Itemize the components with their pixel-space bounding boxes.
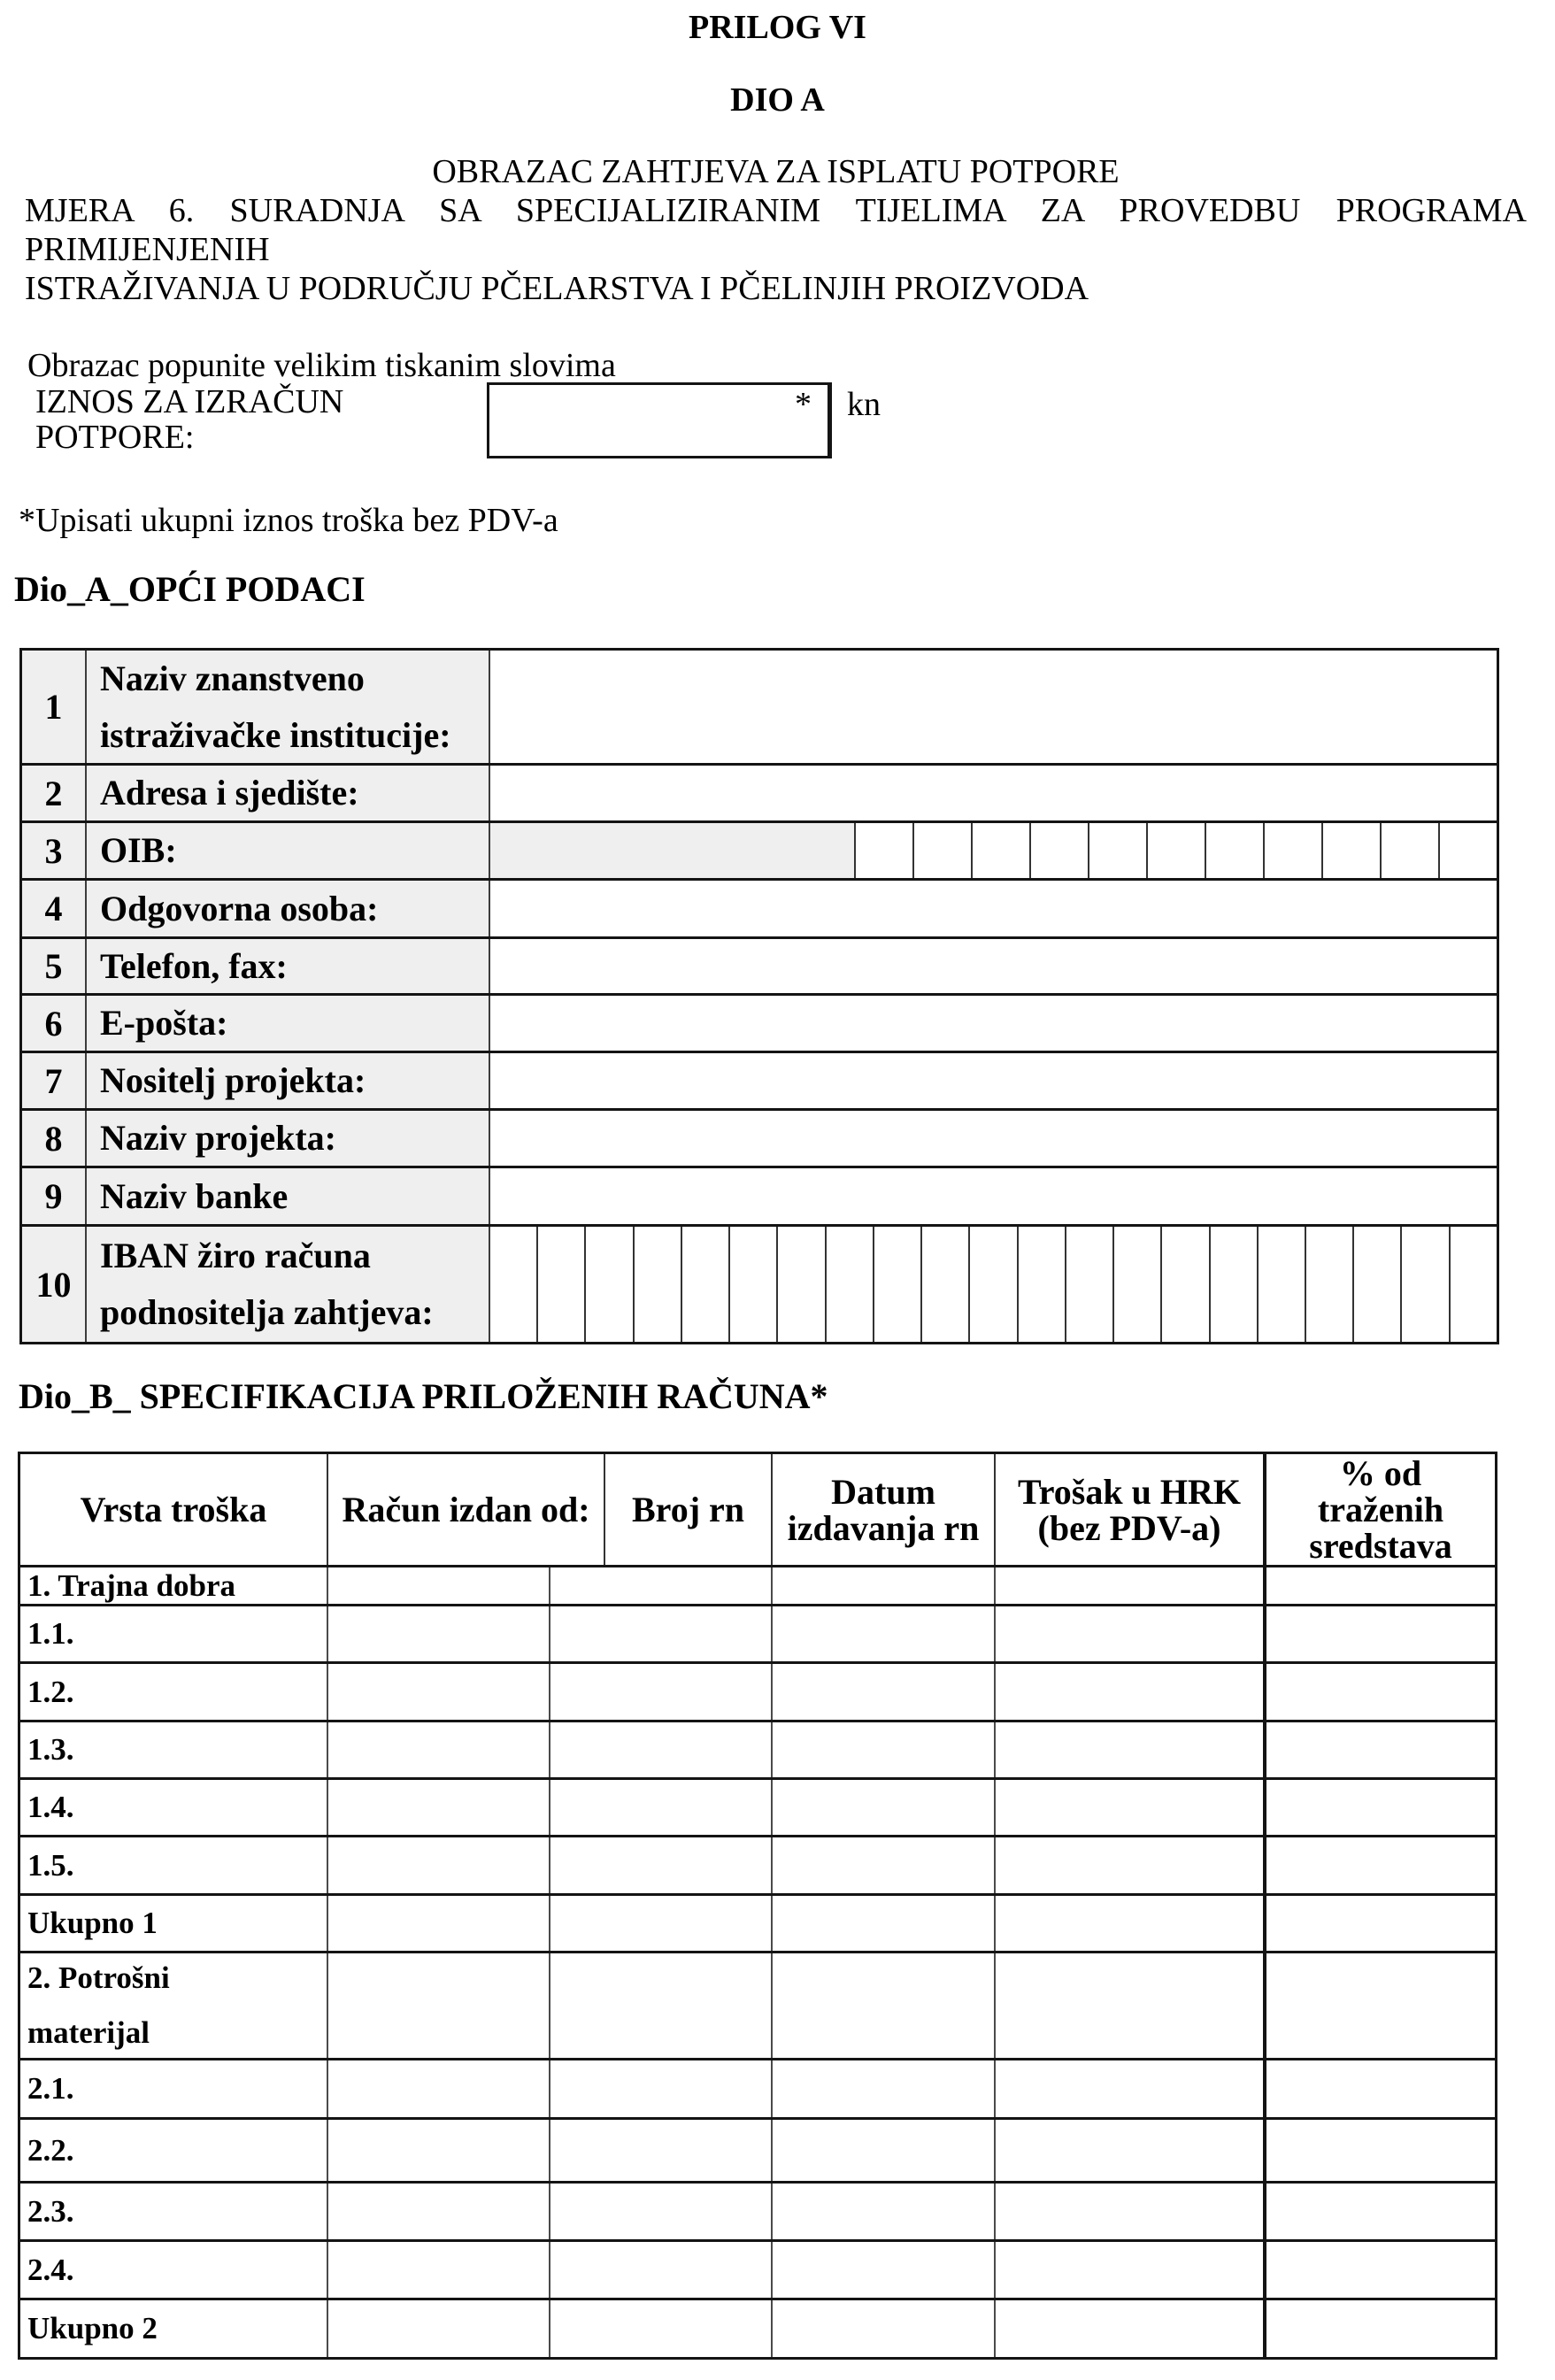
invoice-cell[interactable] xyxy=(1266,1722,1495,1777)
invoice-column-header-line: izdavanja rn xyxy=(787,1507,980,1548)
amount-label-line-1: IZNOS ZA IZRAČUN xyxy=(35,383,344,420)
invoice-cell[interactable] xyxy=(773,1837,996,1893)
invoice-column-header-line: Trošak u HRK xyxy=(1018,1471,1241,1512)
invoice-cell[interactable] xyxy=(328,1567,550,1604)
row-number: 5 xyxy=(22,939,87,993)
general-info-row xyxy=(22,651,1497,766)
invoice-cell[interactable] xyxy=(550,1953,773,2058)
field-value-cell[interactable] xyxy=(490,766,1497,820)
subtitle-block xyxy=(25,191,1527,308)
invoice-row-label-line: 1.2. xyxy=(27,1674,74,1709)
field-value-cell[interactable] xyxy=(490,651,1497,763)
iban-char-cell[interactable] xyxy=(681,1227,728,1342)
invoice-cell[interactable] xyxy=(550,2300,773,2357)
iban-char-cell[interactable] xyxy=(1400,1227,1448,1342)
amount-label xyxy=(35,384,343,455)
invoice-cell[interactable] xyxy=(996,2120,1266,2181)
oib-digit-cell[interactable] xyxy=(1088,823,1146,878)
invoice-row-label-line: 1. Trajna dobra xyxy=(27,1567,235,1603)
invoice-row-label-line: 2.4. xyxy=(27,2252,74,2287)
invoice-column-header xyxy=(20,1454,328,1565)
section-b-heading: Dio_B_ SPECIFIKACIJA PRILOŽENIH RAČUNA* xyxy=(19,1376,828,1416)
invoice-cell[interactable] xyxy=(1266,2300,1495,2357)
general-info-row xyxy=(22,1227,1497,1342)
field-label-line: Naziv znanstveno xyxy=(100,658,365,698)
invoice-cell[interactable] xyxy=(550,1780,773,1835)
oib-digit-cell[interactable] xyxy=(1321,823,1380,878)
iban-char-cell[interactable] xyxy=(1112,1227,1160,1342)
invoice-row-label-line: materijal xyxy=(27,2015,150,2050)
invoice-row-label xyxy=(20,1953,328,2058)
invoice-cell[interactable] xyxy=(773,2060,996,2117)
field-label-line: OIB: xyxy=(100,830,177,870)
row-number: 10 xyxy=(22,1227,87,1342)
oib-digit-cell[interactable] xyxy=(1263,823,1321,878)
invoice-row-label xyxy=(20,2184,328,2239)
invoice-cell[interactable] xyxy=(328,1606,550,1661)
invoice-cell[interactable] xyxy=(773,1567,996,1604)
invoice-row xyxy=(20,1606,1495,1664)
invoice-cell[interactable] xyxy=(996,2300,1266,2357)
field-value-cell xyxy=(490,1227,1497,1342)
oib-digit-cell[interactable] xyxy=(1029,823,1088,878)
general-info-row xyxy=(22,881,1497,939)
invoice-row-label xyxy=(20,1664,328,1720)
general-info-row xyxy=(22,1111,1497,1168)
field-label-line: IBAN žiro računa xyxy=(100,1236,371,1275)
invoice-cell[interactable] xyxy=(773,2300,996,2357)
invoice-row-label xyxy=(20,2060,328,2117)
field-label-line: Nositelj projekta: xyxy=(100,1060,366,1100)
instruction-note: Obrazac popunite velikim tiskanim slovima xyxy=(27,347,616,384)
footnote: *Upisati ukupni iznos troška bez PDV-a xyxy=(19,502,558,539)
invoice-cell[interactable] xyxy=(1266,1664,1495,1720)
field-label-line: Naziv banke xyxy=(100,1175,289,1216)
invoice-row-label xyxy=(20,1606,328,1661)
row-number: 2 xyxy=(22,766,87,820)
invoice-row-label-line: 1.5. xyxy=(27,1847,74,1883)
iban-char-cell[interactable] xyxy=(825,1227,873,1342)
invoice-row-label xyxy=(20,2242,328,2298)
invoice-cell[interactable] xyxy=(996,1780,1266,1835)
iban-char-cell[interactable] xyxy=(633,1227,681,1342)
general-info-row xyxy=(22,996,1497,1053)
field-label-line: Odgovorna osoba: xyxy=(100,888,379,928)
invoice-row-label xyxy=(20,1896,328,1951)
iban-char-cell[interactable] xyxy=(1160,1227,1208,1342)
invoice-cell[interactable] xyxy=(550,1567,773,1604)
field-label-line: podnositelja zahtjeva: xyxy=(100,1292,434,1332)
invoice-column-header-line: Račun izdan od: xyxy=(342,1490,590,1529)
field-value-cell[interactable] xyxy=(490,1168,1497,1224)
oib-digit-cell[interactable] xyxy=(912,823,971,878)
invoice-row-label-line: 1.4. xyxy=(27,1790,74,1824)
iban-char-cell[interactable] xyxy=(1209,1227,1257,1342)
invoice-row-label-line: 2. Potrošni xyxy=(27,1960,170,1995)
oib-digit-cell[interactable] xyxy=(1146,823,1205,878)
invoice-row xyxy=(20,1780,1495,1837)
invoice-row xyxy=(20,1896,1495,1953)
iban-char-cell[interactable] xyxy=(536,1227,584,1342)
field-label-line: istraživačke institucije: xyxy=(100,714,451,755)
field-label-line: Adresa i sjedište: xyxy=(100,773,359,813)
iban-char-cell[interactable] xyxy=(1352,1227,1400,1342)
invoice-column-header-line: Vrsta troška xyxy=(80,1490,267,1529)
invoice-cell[interactable] xyxy=(328,2300,550,2357)
iban-char-cell[interactable] xyxy=(1065,1227,1112,1342)
currency-label: kn xyxy=(847,386,881,423)
invoice-table-header xyxy=(20,1454,1495,1567)
invoice-column-header-line: (bez PDV-a) xyxy=(1037,1507,1221,1548)
invoice-cell[interactable] xyxy=(328,1664,550,1720)
invoice-column-header-line: traženih xyxy=(1317,1490,1444,1529)
invoice-cell[interactable] xyxy=(550,2060,773,2117)
invoice-cell[interactable] xyxy=(328,1896,550,1951)
row-number: 3 xyxy=(22,823,87,878)
invoice-row xyxy=(20,2060,1495,2120)
invoice-column-header xyxy=(605,1454,773,1565)
invoice-column-header xyxy=(996,1454,1266,1565)
oib-digit-cell[interactable] xyxy=(1205,823,1263,878)
iban-char-cell[interactable] xyxy=(873,1227,920,1342)
invoice-cell[interactable] xyxy=(773,1606,996,1661)
oib-shaded-filler xyxy=(490,823,856,878)
invoice-cell[interactable] xyxy=(996,1606,1266,1661)
field-value-cell[interactable] xyxy=(490,1111,1497,1166)
invoice-row-label xyxy=(20,1780,328,1835)
invoice-cell[interactable] xyxy=(1266,2120,1495,2181)
invoice-row xyxy=(20,2120,1495,2184)
invoice-cell[interactable] xyxy=(996,1722,1266,1777)
invoice-cell[interactable] xyxy=(773,1664,996,1720)
row-number: 8 xyxy=(22,1111,87,1166)
field-label xyxy=(87,996,490,1051)
invoice-cell[interactable] xyxy=(328,1953,550,2058)
iban-char-cell[interactable] xyxy=(728,1227,776,1342)
iban-char-cell[interactable] xyxy=(1257,1227,1305,1342)
invoice-row xyxy=(20,1953,1495,2060)
invoice-cell[interactable] xyxy=(1266,1953,1495,2058)
general-info-row xyxy=(22,1053,1497,1111)
invoice-row xyxy=(20,2300,1495,2357)
invoice-row-label-line: 1.1. xyxy=(27,1616,74,1651)
invoice-cell[interactable] xyxy=(328,2060,550,2117)
invoice-row-label xyxy=(20,2120,328,2181)
invoice-row xyxy=(20,1664,1495,1722)
invoice-cell[interactable] xyxy=(996,2184,1266,2239)
invoice-cell[interactable] xyxy=(1266,1837,1495,1893)
field-label xyxy=(87,1227,490,1342)
invoice-cell[interactable] xyxy=(773,1896,996,1951)
invoice-row-label xyxy=(20,1837,328,1893)
invoice-cell[interactable] xyxy=(550,1837,773,1893)
field-label xyxy=(87,651,490,763)
invoice-cell[interactable] xyxy=(773,2120,996,2181)
subtitle-line-1: OBRAZAC ZAHTJEVA ZA ISPLATU POTPORE xyxy=(432,153,1120,190)
invoice-cell[interactable] xyxy=(328,2184,550,2239)
invoice-column-header-line: % od xyxy=(1339,1453,1422,1493)
invoice-row-label-line: Ukupno 1 xyxy=(27,1906,158,1940)
oib-digit-cell[interactable] xyxy=(1438,823,1497,878)
invoice-cell[interactable] xyxy=(1266,2060,1495,2117)
invoice-cell[interactable] xyxy=(328,2242,550,2298)
invoice-cell[interactable] xyxy=(1266,2242,1495,2298)
invoice-column-header xyxy=(773,1454,996,1565)
invoice-column-header-line: Datum xyxy=(831,1471,935,1512)
row-number: 9 xyxy=(22,1168,87,1224)
invoice-cell[interactable] xyxy=(328,2120,550,2181)
doc-title: PRILOG VI xyxy=(689,9,866,46)
row-number: 1 xyxy=(22,651,87,763)
oib-digit-cell[interactable] xyxy=(1380,823,1438,878)
invoice-column-header-line: sredstava xyxy=(1309,1526,1452,1566)
invoice-row-label-line: 2.3. xyxy=(27,2193,74,2229)
iban-char-cell[interactable] xyxy=(776,1227,824,1342)
field-value-cell[interactable] xyxy=(490,996,1497,1051)
invoice-cell[interactable] xyxy=(328,1837,550,1893)
field-value-cell xyxy=(490,823,1497,878)
iban-char-cell[interactable] xyxy=(1305,1227,1352,1342)
subtitle-line-2: MJERA 6. SURADNJA SA SPECIJALIZIRANIM TIJELIMA ZA PROVEDBU PROGRAMA PRIMIJENJENIH xyxy=(25,192,1527,268)
row-number: 4 xyxy=(22,881,87,936)
invoice-cell[interactable] xyxy=(773,1953,996,2058)
amount-input-box[interactable] xyxy=(487,382,832,458)
invoice-cell[interactable] xyxy=(773,1722,996,1777)
iban-char-cell[interactable] xyxy=(968,1227,1016,1342)
field-value-cell[interactable] xyxy=(490,881,1497,936)
invoice-row xyxy=(20,1837,1495,1896)
invoice-row-label xyxy=(20,1567,328,1604)
invoice-cell[interactable] xyxy=(550,2184,773,2239)
invoice-cell[interactable] xyxy=(1266,2184,1495,2239)
invoice-row-label xyxy=(20,1722,328,1777)
iban-char-cell[interactable] xyxy=(490,1227,536,1342)
invoice-column-header xyxy=(1266,1454,1495,1565)
row-number: 6 xyxy=(22,996,87,1051)
invoice-cell[interactable] xyxy=(550,1606,773,1661)
invoice-cell[interactable] xyxy=(550,1896,773,1951)
invoice-cell[interactable] xyxy=(328,1780,550,1835)
general-info-row xyxy=(22,939,1497,996)
invoice-table xyxy=(18,1452,1497,2360)
invoice-cell[interactable] xyxy=(996,1896,1266,1951)
field-label xyxy=(87,1168,490,1224)
field-label xyxy=(87,1111,490,1166)
row-number: 7 xyxy=(22,1053,87,1108)
section-a-heading: Dio_A_OPĆI PODACI xyxy=(14,569,366,609)
field-label xyxy=(87,939,490,993)
amount-label-line-2: POTPORE: xyxy=(35,419,195,456)
invoice-cell[interactable] xyxy=(996,1837,1266,1893)
invoice-cell[interactable] xyxy=(1266,1567,1495,1604)
invoice-row-label-line: 2.1. xyxy=(27,2071,74,2106)
invoice-cell[interactable] xyxy=(550,1722,773,1777)
invoice-cell[interactable] xyxy=(1266,1896,1495,1951)
iban-char-cell[interactable] xyxy=(1449,1227,1497,1342)
asterisk-marker: * xyxy=(795,386,812,423)
doc-part: DIO A xyxy=(730,81,825,119)
field-value-cell[interactable] xyxy=(490,939,1497,993)
invoice-cell[interactable] xyxy=(996,1953,1266,2058)
invoice-cell[interactable] xyxy=(1266,1780,1495,1835)
invoice-cell[interactable] xyxy=(996,1664,1266,1720)
invoice-column-header-line: Broj rn xyxy=(631,1490,745,1529)
invoice-row xyxy=(20,2184,1495,2242)
iban-char-cell[interactable] xyxy=(1017,1227,1065,1342)
invoice-row-label xyxy=(20,2300,328,2357)
invoice-column-header xyxy=(328,1454,605,1565)
invoice-row-label-line: 2.2. xyxy=(27,2132,74,2168)
field-label-line: Naziv projekta: xyxy=(100,1118,336,1158)
field-value-cell[interactable] xyxy=(490,1053,1497,1108)
invoice-cell[interactable] xyxy=(1266,1606,1495,1661)
field-label xyxy=(87,881,490,936)
field-label-line: E-pošta: xyxy=(100,1003,228,1043)
field-label xyxy=(87,1053,490,1108)
iban-char-cell[interactable] xyxy=(584,1227,632,1342)
general-info-row xyxy=(22,1168,1497,1227)
invoice-cell[interactable] xyxy=(550,1664,773,1720)
oib-digit-cell[interactable] xyxy=(856,823,912,878)
invoice-row-label-line: Ukupno 2 xyxy=(27,2311,158,2345)
invoice-cell[interactable] xyxy=(773,2242,996,2298)
invoice-cell[interactable] xyxy=(328,1722,550,1777)
invoice-cell[interactable] xyxy=(996,2060,1266,2117)
invoice-row xyxy=(20,1722,1495,1780)
invoice-cell[interactable] xyxy=(550,2120,773,2181)
general-info-table xyxy=(19,648,1499,1344)
iban-char-cell[interactable] xyxy=(920,1227,968,1342)
field-label xyxy=(87,823,490,878)
invoice-cell[interactable] xyxy=(550,2242,773,2298)
general-info-row xyxy=(22,766,1497,823)
invoice-cell[interactable] xyxy=(773,2184,996,2239)
invoice-row xyxy=(20,2242,1495,2300)
invoice-cell[interactable] xyxy=(996,2242,1266,2298)
invoice-row-label-line: 1.3. xyxy=(27,1732,74,1767)
oib-digit-cell[interactable] xyxy=(971,823,1029,878)
invoice-row xyxy=(20,1567,1495,1606)
invoice-cell[interactable] xyxy=(996,1567,1266,1604)
field-label xyxy=(87,766,490,820)
invoice-cell[interactable] xyxy=(773,1780,996,1835)
general-info-row xyxy=(22,823,1497,881)
field-label-line: Telefon, fax: xyxy=(100,945,288,986)
subtitle-line-3: ISTRAŽIVANJA U PODRUČJU PČELARSTVA I PČELINJIH PROIZVODA xyxy=(25,270,1089,307)
